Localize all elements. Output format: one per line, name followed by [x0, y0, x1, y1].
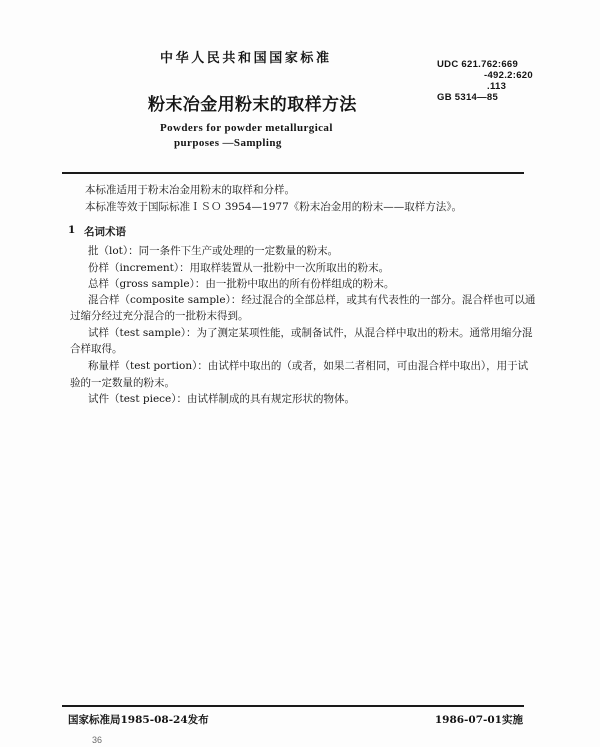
- term-definition-line: 总样（gross sample）：由一批粉中取出的所有份样组成的粉末。: [88, 278, 395, 290]
- term-definition-line: 批（lot）：同一条件下生产或处理的一定数量的粉末。: [88, 245, 339, 257]
- udc-code-line: UDC 621.762:669: [437, 59, 519, 70]
- udc-code-line: .113: [487, 81, 507, 92]
- term-definition-line: 称量样（test portion）：由试样中取出的（或者，如果二者相同，可由混合样中取出），用于试: [88, 360, 529, 372]
- section-number: 1: [68, 224, 76, 236]
- term-definition-line: 试样（test sample）：为了测定某项性能，或制备试件，从混合样中取出的粉末。通常用缩分混: [88, 327, 533, 339]
- footer-divider: [62, 705, 524, 707]
- term-definition-line: 份样（increment）：用取样装置从一批粉中一次所取出的粉末。: [88, 262, 390, 274]
- effective-date: 1986-07-01实施: [434, 714, 523, 726]
- national-standard-header: 中华人民共和国国家标准: [160, 51, 332, 66]
- header-divider: [62, 172, 524, 174]
- intro-scope-line: 本标准适用于粉末冶金用粉末的取样和分样。: [85, 184, 295, 196]
- term-definition-line: 混合样（composite sample）：经过混合的全部总样，或其有代表性的一部分。混合样也可以通: [88, 294, 536, 306]
- udc-code-line: -492.2:620: [484, 70, 533, 81]
- section-heading: 名词术语: [84, 226, 126, 238]
- document-title-english-line: Powders for powder metallurgical: [160, 122, 333, 134]
- document-title-english-line: purposes —Sampling: [174, 137, 282, 149]
- document-title-chinese: 粉末冶金用粉末的取样方法: [148, 95, 357, 115]
- term-definition-continuation: 合样取得。: [70, 343, 123, 355]
- term-definition-continuation: 过缩分经过充分混合的一批粉末得到。: [70, 310, 249, 322]
- gb-standard-number: GB 5314—85: [437, 92, 499, 103]
- intro-equivalence-line: 本标准等效于国际标准ＩＳＯ 3954—1977《粉末冶金用的粉末——取样方法》。: [85, 201, 463, 213]
- term-definition-line: 试件（test piece）：由试样制成的具有规定形状的物体。: [88, 393, 356, 405]
- page-number: 36: [92, 735, 103, 745]
- issue-date: 国家标准局1985-08-24发布: [68, 714, 209, 726]
- term-definition-continuation: 验的一定数量的粉末。: [70, 377, 175, 389]
